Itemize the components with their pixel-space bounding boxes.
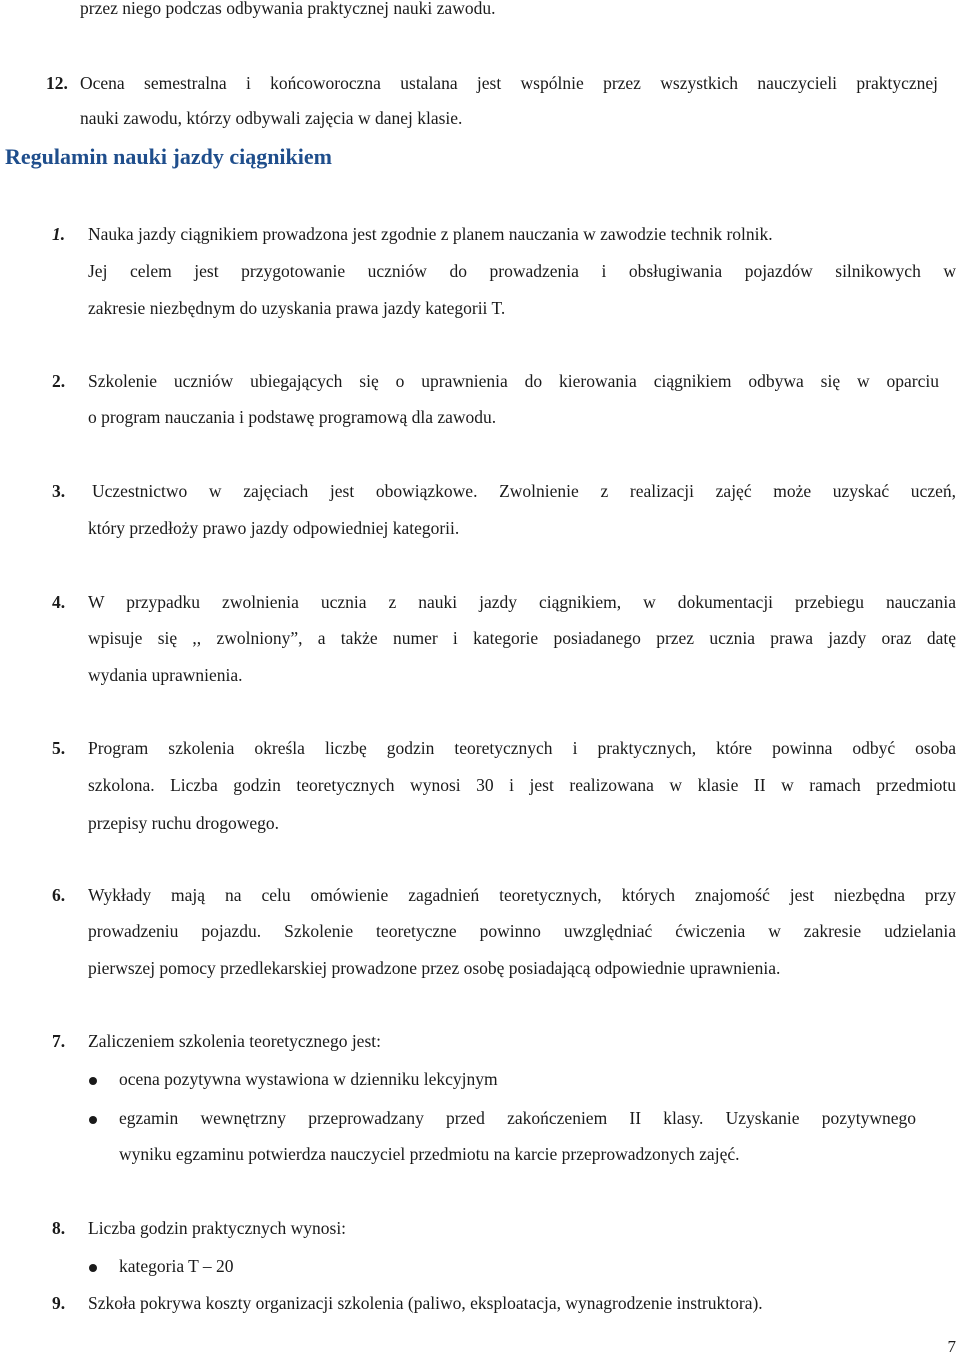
item-8-bullet-1: kategoria T – 20 [119,1256,234,1276]
item-5-line-1: Program szkolenia określa liczbę godzin teoretycznych i praktycznych, które powinna odbyć osoba [88,738,956,758]
item-6-line-3: pierwszej pomocy przedlekarskiej prowadzone przez osobę posiadającą odpowiednie uprawnienia. [88,958,781,978]
item-3-line-1: Uczestnictwo w zajęciach jest obowiązkowe. Zwolnienie z realizacji zajęć może uzyskać uczeń, [92,481,956,501]
item-5-line-3: przepisy ruchu drogowego. [88,813,279,833]
item-2-line-1: Szkolenie uczniów ubiegających się o uprawnienia do kierowania ciągnikiem odbywa się w oparciu [88,371,939,391]
continuation-text: przez niego podczas odbywania praktycznej nauki zawodu. [80,0,496,18]
page-number: 7 [947,1337,956,1356]
item-8-line-1: Liczba godzin praktycznych wynosi: [88,1218,347,1238]
item-1-number: 1. [52,224,66,244]
item-6-line-2: prowadzeniu pojazdu. Szkolenie teoretyczne powinno uwzględniać ćwiczenia w zakresie udzielania [88,921,956,941]
item-12-line-1: Ocena semestralna i końcoworoczna ustalana jest wspólnie przez wszystkich nauczycieli praktycznej [80,73,938,93]
item-12-number: 12. [46,73,68,93]
bullet-dot [89,1116,97,1124]
item-3-line-2: który przedłoży prawo jazdy odpowiedniej kategorii. [88,518,460,538]
item-4-line-1: W przypadku zwolnienia ucznia z nauki jazdy ciągnikiem, w dokumentacji przebiegu nauczania [88,592,956,612]
item-1-line-3: zakresie niezbędnym do uzyskania prawa jazdy kategorii T. [88,298,506,318]
item-12-line-2: nauki zawodu, którzy odbywali zajęcia w danej klasie. [80,108,463,128]
item-7-bullet-1: ocena pozytywna wystawiona w dzienniku lekcyjnym [119,1069,498,1089]
item-2-number: 2. [52,371,66,391]
item-8-number: 8. [52,1218,66,1238]
item-1-line-2: Jej celem jest przygotowanie uczniów do prowadzenia i obsługiwania pojazdów silnikowych w [88,261,956,281]
item-5-line-2: szkolona. Liczba godzin teoretycznych wynosi 30 i jest realizowana w klasie II w ramach przedmiotu [88,775,956,795]
item-5-number: 5. [52,738,66,758]
item-7-line-1: Zaliczeniem szkolenia teoretycznego jest: [88,1031,381,1051]
item-2-line-2: o program nauczania i podstawę programową dla zawodu. [88,407,497,427]
item-9-line-1: Szkoła pokrywa koszty organizacji szkolenia (paliwo, eksploatacja, wynagrodzenie instruktora). [88,1293,763,1313]
item-9-number: 9. [52,1293,66,1313]
item-6-number: 6. [52,885,66,905]
item-4-line-2: wpisuje się ,, zwolniony”, a także numer i kategorie posiadanego przez ucznia prawa jazdy oraz datę [88,628,956,648]
item-7-bullet-2-line-2: wyniku egzaminu potwierdza nauczyciel przedmiotu na karcie przeprowadzonych zajęć. [119,1144,740,1164]
item-7-number: 7. [52,1031,66,1051]
bullet-dot [89,1077,97,1085]
item-7-bullet-2-line-1: egzamin wewnętrzny przeprowadzany przed zakończeniem II klasy. Uzyskanie pozytywnego [119,1108,916,1128]
item-3-number: 3. [52,481,66,501]
item-4-line-3: wydania uprawnienia. [88,665,243,685]
item-4-number: 4. [52,592,66,612]
bullet-dot [89,1264,97,1272]
section-heading: Regulamin nauki jazdy ciągnikiem [5,144,332,169]
item-6-line-1: Wykłady mają na celu omówienie zagadnień teoretycznych, których znajomość jest niezbędna przy [88,885,956,905]
item-1-line-1: Nauka jazdy ciągnikiem prowadzona jest zgodnie z planem nauczania w zawodzie technik rolnik. [88,224,773,244]
